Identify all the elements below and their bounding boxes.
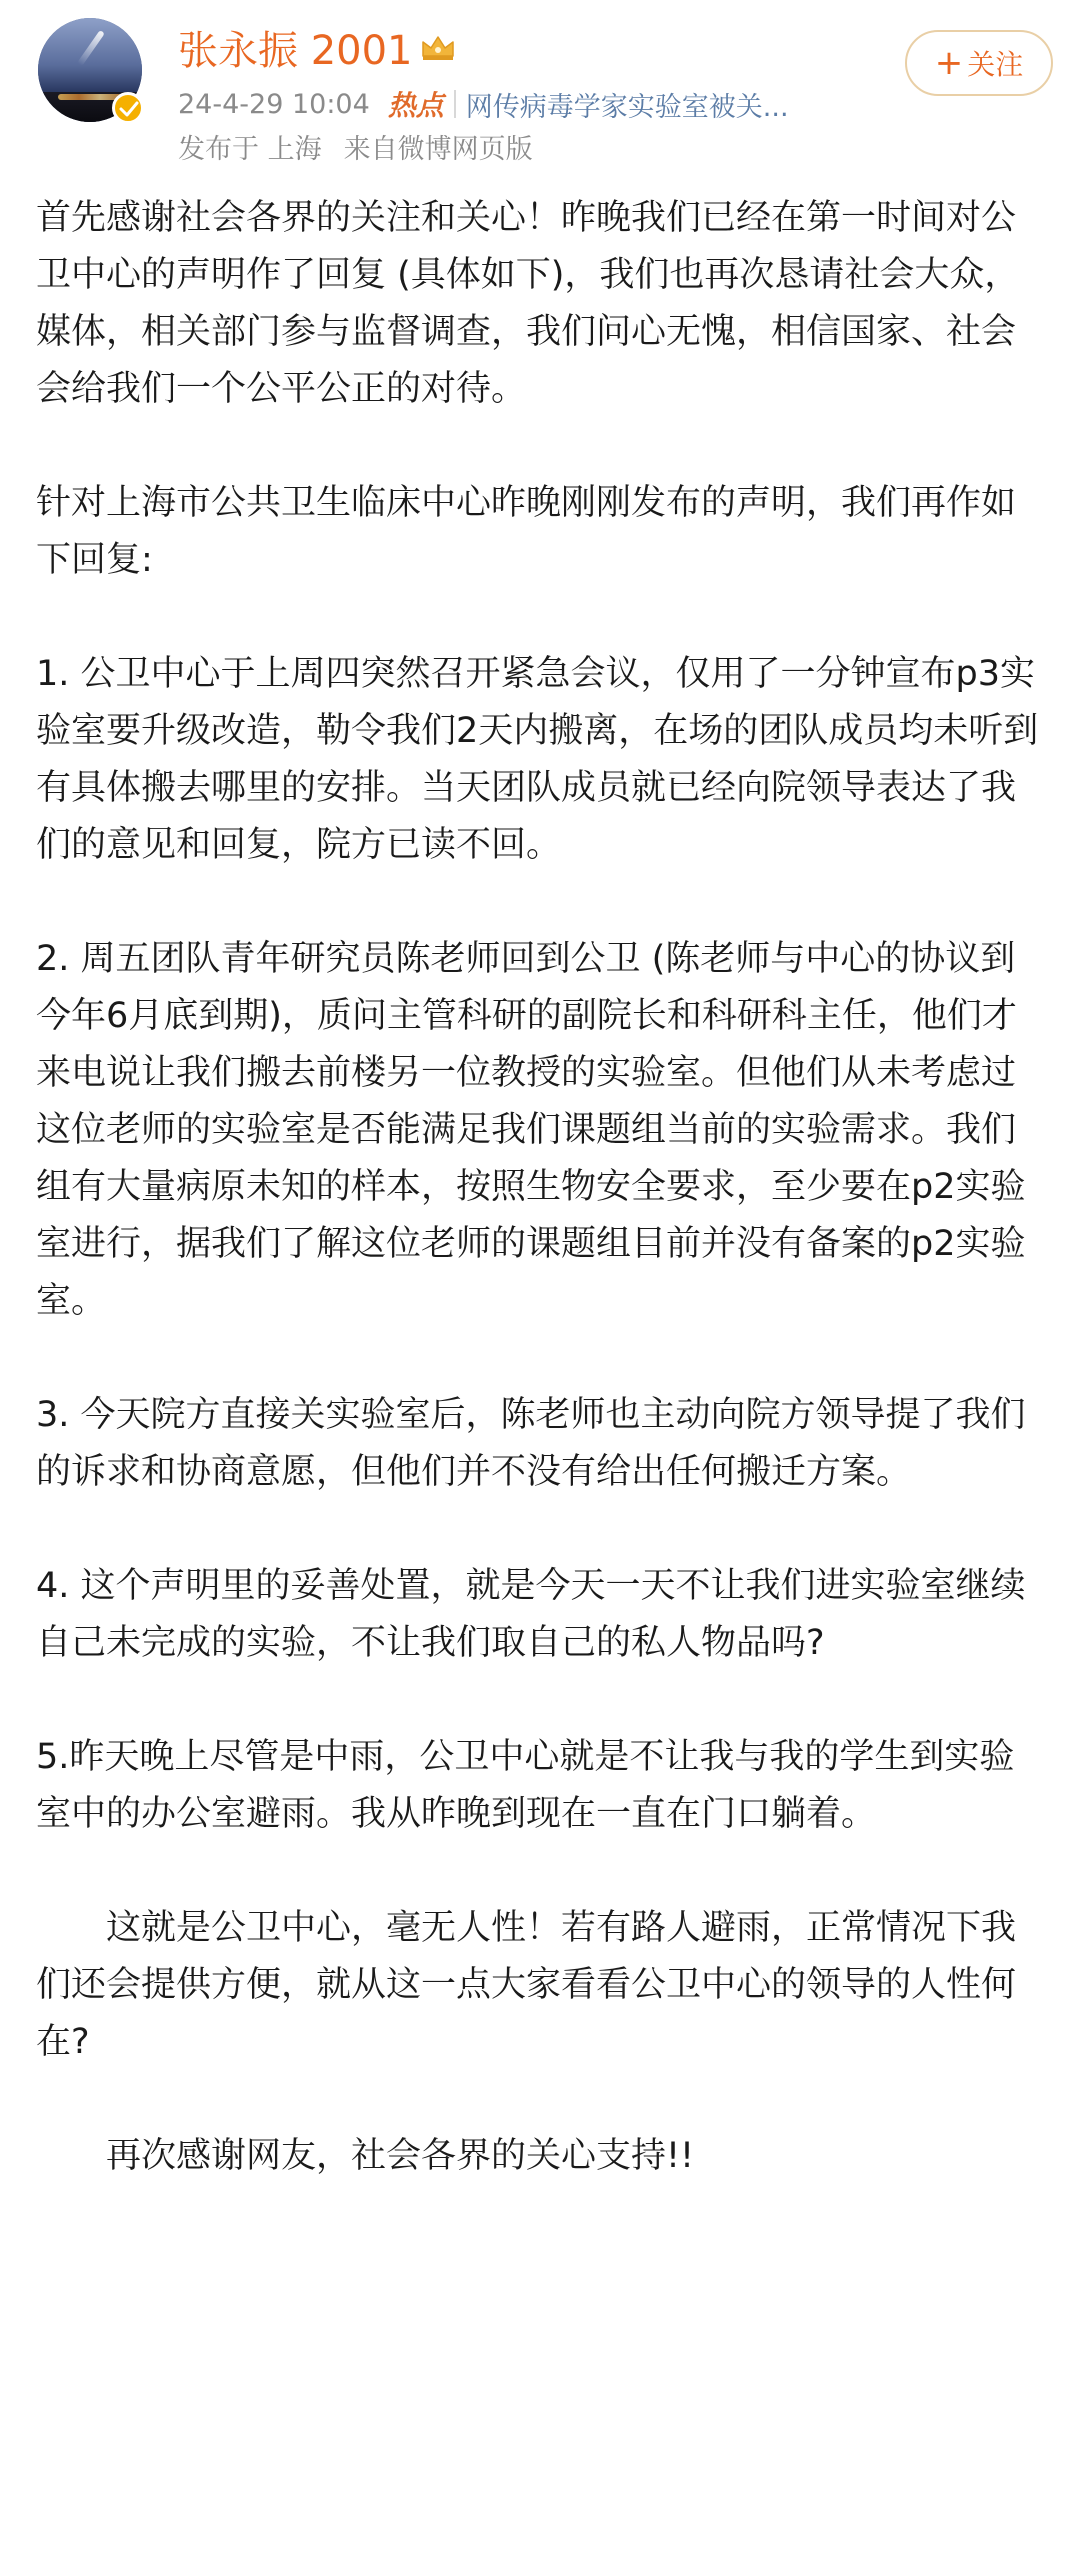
post-paragraph: 首先感谢社会各界的关注和关心！昨晚我们已经在第一时间对公卫中心的声明作了回复 (具体如下)，我们也再次恳请社会大众，媒体，相关部门参与监督调查，我们问心无愧，相信国家、社会会给我们一个公平公正的对待。 xyxy=(36,198,1020,409)
verified-icon xyxy=(112,92,144,124)
source-row xyxy=(178,126,533,166)
follow-label: 关注 xyxy=(967,48,1024,81)
post-source: 来自微博网页版 xyxy=(343,133,533,165)
post-time: 24-4-29 10:04 xyxy=(178,88,370,120)
plus-icon: + xyxy=(934,43,964,83)
post-paragraph: 针对上海市公共卫生临床中心昨晚刚刚发布的声明，我们再作如下回复: xyxy=(36,483,1017,580)
post-paragraph: 2. 周五团队青年研究员陈老师回到公卫 (陈老师与中心的协议到今年6月底到期)，质问主管科研的副院长和科研科主任，他们才来电说让我们搬去前楼另一位教授的实验室。但他们从未考虑过这位老师的实验室是否能满足我们课题组当前的实验需求。我们组有大量病原未知的样本，按照生物安全要求，至少要在p2实验室进行，据我们了解这位老师的课题组目前并没有备案的p2实验室。 xyxy=(36,939,1026,1321)
published-location: 发布于 上海 xyxy=(178,133,322,165)
post-paragraph: 再次感谢网友，社会各界的关心支持!! xyxy=(106,2136,695,2176)
post-header xyxy=(0,0,1080,175)
username[interactable]: 张永振 2001 xyxy=(178,27,413,74)
post-body xyxy=(36,190,1046,2185)
crown-icon xyxy=(419,32,457,62)
post-paragraph: 3. 今天院方直接关实验室后，陈老师也主动向院方领导提了我们的诉求和协商意愿，但他们并不没有给出任何搬迁方案。 xyxy=(36,1395,1026,1492)
meta-row xyxy=(178,84,789,124)
hot-topic-link[interactable]: 网传病毒学家实验室被关... xyxy=(465,91,789,123)
post-paragraph: 5.昨天晚上尽管是中雨，公卫中心就是不让我与我的学生到实验室中的办公室避雨。我从昨晚到现在一直在门口躺着。 xyxy=(36,1737,1015,1834)
post-paragraph: 4. 这个声明里的妥善处置，就是今天一天不让我们进实验室继续自己未完成的实验，不让我们取自己的私人物品吗? xyxy=(36,1566,1026,1663)
post-paragraph: 这就是公卫中心，毫无人性！若有路人避雨，正常情况下我们还会提供方便，就从这一点大家看看公卫中心的领导的人性何在? xyxy=(36,1908,1017,2062)
topic-divider xyxy=(454,90,456,118)
hot-badge[interactable]: 热点 xyxy=(387,89,444,122)
post-paragraph: 1. 公卫中心于上周四突然召开紧急会议，仅用了一分钟宣布p3实验室要升级改造，勒令我们2天内搬离，在场的团队成员均未听到有具体搬去哪里的安排。当天团队成员就已经向院领导表达了我们的意见和回复，院方已读不回。 xyxy=(36,654,1039,865)
follow-button[interactable] xyxy=(905,30,1053,96)
verified-check-icon xyxy=(119,100,139,118)
username-row xyxy=(178,22,457,72)
